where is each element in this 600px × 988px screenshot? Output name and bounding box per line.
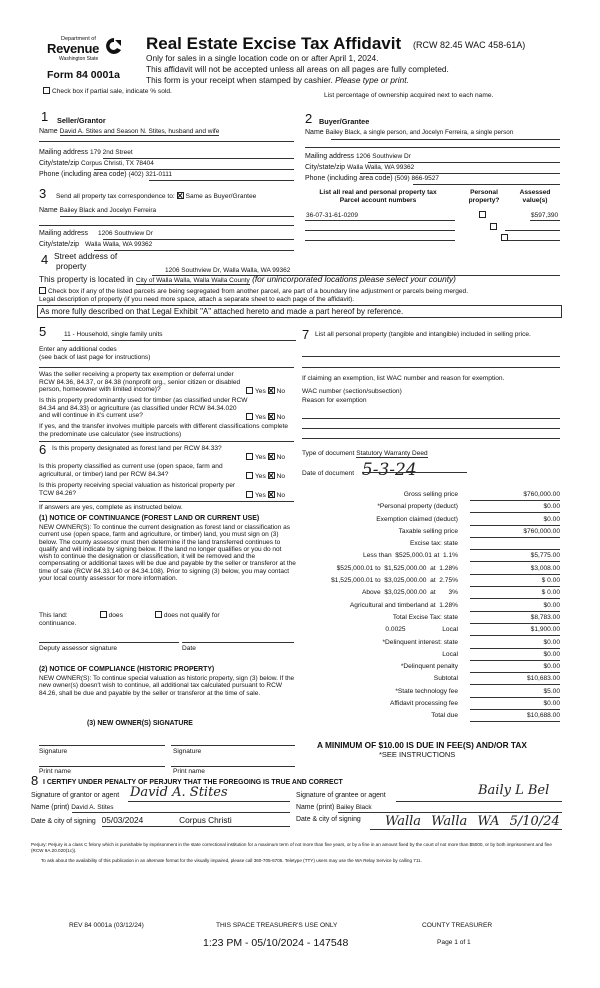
partial-sale: Check box if partial sale, indicate % sold. <box>43 87 172 96</box>
tax-corr-row: Send all property tax correspondence to: Same as Buyer/Grantee <box>56 193 257 200</box>
fee-label: *Personal property (deduct) <box>377 503 458 511</box>
seller-phone-row: Phone (including area code) (402) 321-0111 <box>39 171 173 178</box>
print-label-2: Print name <box>173 768 205 775</box>
minimum-due: A MINIMUM OF $10.00 IS DUE IN FEE(S) AND/OR TAX <box>317 740 527 750</box>
grantor-city-field[interactable]: Corpus Christi <box>179 815 232 825</box>
sec1-num: 1 <box>41 109 49 124</box>
location-row: This property is located in City of Walla Walla, Walla Walla County (for unincorporated locations please select your county) <box>39 274 456 284</box>
fee-value[interactable]: $0.00 <box>470 663 560 673</box>
page-number: Page 1 of 1 <box>437 939 471 946</box>
fee-label: *State technology fee <box>395 687 458 695</box>
fee-label: Taxable selling price <box>398 527 458 535</box>
tax-mail-row: Mailing address 1206 Southview Dr <box>39 230 153 237</box>
grantor-signature[interactable]: David A. Stites <box>130 785 228 800</box>
grantee-date-field[interactable]: Walla Walla WA 5/10/24 <box>385 814 560 829</box>
fee-label: Gross selling price <box>403 491 458 498</box>
fee-row <box>300 576 562 588</box>
grantee-print-row: Name (print) Bailey Black <box>296 804 372 811</box>
grantee-signature[interactable]: Baily L Bel <box>478 783 550 798</box>
fee-row <box>300 662 562 674</box>
fee-row <box>300 601 562 613</box>
sec5-num: 5 <box>39 324 47 339</box>
certify: I CERTIFY UNDER PENALTY OF PERJURY THAT THE FOREGOING IS TRUE AND CORRECT <box>43 779 343 786</box>
grantee-sig-row: Signature of grantee or agent <box>296 792 386 799</box>
buyer-name-row: Name Bailey Black, a single person, and Jocelyn Ferreira, a single person <box>305 129 514 136</box>
logo-state: Washington State <box>59 56 99 62</box>
q-forest: Is this property designated as forest land per RCW 84.33? <box>52 445 222 452</box>
county-treasurer: COUNTY TREASURER <box>422 922 493 929</box>
grantee-date-row: Date & city of signing <box>296 816 361 823</box>
buyer-city-field[interactable]: Walla Walla, WA 99362 <box>347 164 415 171</box>
buyer-name-field[interactable]: Bailey Black, a single person, and Jocelyn Ferreira, a single person <box>325 129 514 136</box>
legal-label: Legal description of property (if you need more space, attach a separate sheet to each page of the affidavit). <box>39 296 355 303</box>
wac-label: WAC number (section/subsection) <box>302 388 402 395</box>
grantor-sig-row: Signature of grantor or agent <box>31 792 120 799</box>
reason-label: Reason for exemption <box>302 397 367 404</box>
fee-label: Agricultural and timberland at 1.28% <box>349 601 458 609</box>
doc-date-row: Date of document 5-3-24 <box>302 460 417 480</box>
buyer-phone-field[interactable]: (509) 866-9527 <box>394 175 439 182</box>
fee-value[interactable]: $0.00 <box>470 700 560 710</box>
q-historic-yn: Yes No <box>246 491 285 500</box>
fee-row <box>300 539 562 551</box>
new-owner-sig-heading: (3) NEW OWNER(S) SIGNATURE <box>87 720 193 727</box>
grantor-print-row: Name (print) David A. Stites <box>31 804 114 811</box>
tax-name-row: Name Bailey Black and Jocelyn Ferreira <box>39 207 157 214</box>
parcel-header-1: List all real and personal property tax Parcel account numbers <box>319 189 437 204</box>
buyer-phone-row: Phone (including area code) (509) 866-9527 <box>305 175 439 182</box>
fee-value[interactable]: $5.00 <box>470 688 560 698</box>
fee-label: Above $3,025,000.00 at 3% <box>361 589 458 597</box>
fee-row <box>300 502 562 514</box>
header-note-1: Only for sales in a single location code on or after April 1, 2024. <box>146 53 379 63</box>
parcel-account[interactable]: 36-07-31-61-0209 <box>306 212 359 219</box>
does-not-checkbox[interactable] <box>155 611 162 618</box>
logo-revenue: Revenue <box>47 41 100 56</box>
rev-number: REV 84 0001a (03/12/24) <box>69 922 144 929</box>
fee-label: Excise tax: state <box>409 540 458 548</box>
does-checkbox[interactable] <box>100 611 107 618</box>
fee-value[interactable] <box>470 540 560 550</box>
q-current-use: Is this property classified as current use (open space, farm and agricultural, or timber) land per RCW 84.34? <box>39 463 223 478</box>
fee-label: *Delinquent interest: state <box>382 638 458 646</box>
fee-value[interactable]: $10,683.00 <box>470 675 560 685</box>
buyer-mail-field[interactable]: 1206 Southview Dr <box>355 153 411 160</box>
fee-value[interactable]: $0.00 <box>470 503 560 513</box>
timber-no-checkbox[interactable] <box>268 413 275 420</box>
fee-value[interactable]: $0.00 <box>470 602 560 612</box>
header-note-3: This form is your receipt when stamped by cashier. Please type or print. <box>146 75 409 85</box>
fee-label: $525,000.01 to $1,525,000.00 at 1.28% <box>336 564 458 572</box>
fee-row <box>300 638 562 650</box>
notice1-heading: (1) NOTICE OF CONTINUANCE (FOREST LAND OR CURRENT USE) <box>39 515 260 522</box>
fee-value[interactable]: $0.00 <box>470 651 560 661</box>
grantor-date-row: Date & city of signing 05/03/2024 Corpus Christi <box>31 815 232 825</box>
exemption-yes-checkbox[interactable] <box>246 387 253 394</box>
tax-mail-field[interactable]: 1206 Southview Dr <box>97 230 153 237</box>
historic-no-checkbox[interactable] <box>268 491 275 498</box>
fee-value[interactable]: $10,688.00 <box>470 712 560 722</box>
partial-sale-checkbox[interactable] <box>43 87 50 94</box>
fee-value[interactable]: $ 0.00 <box>470 577 560 587</box>
sec7-num: 7 <box>302 327 310 342</box>
fee-label: Subtotal <box>433 675 458 683</box>
seller-mail-row: Mailing address 179 2nd Street <box>39 149 133 156</box>
fee-label: $1,525,000.01 to $3,025,000.00 at 2.75% <box>331 577 458 585</box>
fee-label: *Delinquent penalty <box>400 663 458 671</box>
fee-value[interactable]: $760,000.00 <box>470 528 560 538</box>
historic-yes-checkbox[interactable] <box>246 491 253 498</box>
exemption-no-checkbox[interactable] <box>268 387 275 394</box>
sec1-heading: Seller/Grantor <box>57 116 106 125</box>
sig-label-2: Signature <box>173 748 202 755</box>
sec3-num: 3 <box>39 186 47 201</box>
tax-name-field[interactable]: Bailey Black and Jocelyn Ferreira <box>59 207 157 214</box>
fee-value[interactable]: $5,775.00 <box>470 552 560 562</box>
buyer-city-row: City/state/zip Walla Walla, WA 99362 <box>305 164 415 171</box>
grantee-print-field[interactable]: Bailey Black <box>336 804 372 811</box>
q-exemption-yn: Yes No <box>246 387 285 396</box>
q-current-use-yn: Yes No <box>246 472 285 481</box>
header-note-2: This affidavit will not be accepted unless all areas on all pages are fully completed. <box>146 64 449 74</box>
grantor-date-field[interactable]: 05/03/2024 <box>101 815 144 825</box>
additional-codes: Enter any additional codes (see back of last page for instructions) <box>39 346 151 361</box>
doc-type-field[interactable]: Statutory Warranty Deed <box>356 450 428 457</box>
fee-row <box>300 699 562 711</box>
q-timber: Is this property predominantly used for timber (as classified under RCW 84.34 and 84.33) or agriculture (as classified under RCW 84.34.020 and will continue in it's current use? <box>39 397 248 420</box>
fee-value[interactable]: $760,000.00 <box>470 491 560 501</box>
q-multi: If yes, and the transfer involves multiple parcels with different classifications complete the predominate use calculator (see instructions) <box>39 423 289 438</box>
personal-prop-checkbox-2[interactable] <box>490 223 497 230</box>
treasurer-stamp: 1:23 PM - 05/10/2024 - 147548 <box>203 937 349 949</box>
print-label-1: Print name <box>39 768 71 775</box>
same-as-buyer-checkbox[interactable] <box>177 192 184 199</box>
buyer-mail-row: Mailing address 1206 Southview Dr <box>305 153 411 160</box>
sec4-num: 4 <box>41 252 49 267</box>
seller-city-field[interactable]: Corpus Christi, TX 78404 <box>81 160 154 167</box>
fee-value[interactable]: $3,008.00 <box>470 565 560 575</box>
sec6-num: 6 <box>39 442 47 457</box>
segregation-row: Check box if any of the listed parcels are being segregated from another parcel, are part of a boundary line adjustment or parcels being merged. <box>39 287 564 296</box>
fee-row <box>300 674 562 686</box>
segregation-checkbox[interactable] <box>39 287 46 294</box>
notice2-text: NEW OWNER(S): To continue special valuation as historic property, sign (3) below. If the new owner(s) doesn't wish to continue, all additional tax calculated pursuant to RCW 84.26, shall be due and payable by the seller or transferor at the time of sale. <box>39 675 295 697</box>
form-title: Real Estate Excise Tax Affidavit <box>146 34 402 53</box>
access-note: To ask about the availability of this publication in an alternate format for the visually impaired, please call 360-705-6705. Teletype (TTY) users may use the WA Relay Service by calling 711. <box>41 858 422 863</box>
sec2-heading: Buyer/Grantee <box>319 117 370 126</box>
parcel-header-3: Assessed value(s) <box>519 189 551 204</box>
fee-value[interactable]: $ 0.00 <box>470 589 560 599</box>
fee-row <box>300 687 562 699</box>
fee-row <box>300 490 562 502</box>
q-exemption: Was the seller receiving a property tax exemption or deferral under RCW 84.36, 84.37, or 84.38 (nonprofit org., senior citizen or disabled person, homeowner with limited income)? <box>39 371 241 394</box>
fee-label: Affidavit processing fee <box>389 700 458 708</box>
current-use-yes-checkbox[interactable] <box>246 472 253 479</box>
personal-prop-checkbox-1[interactable] <box>479 211 486 218</box>
fee-row <box>300 515 562 527</box>
fee-row <box>300 711 562 723</box>
exempt-label: If claiming an exemption, list WAC number and reason for exemption. <box>302 375 505 382</box>
legal-description[interactable]: As more fully described on that Legal Exhibit "A" attached hereto and made a part hereof by reference. <box>37 305 562 318</box>
fee-row <box>300 650 562 662</box>
fee-value[interactable]: $1,900.00 <box>470 626 560 636</box>
notice1-text: NEW OWNER(S): To continue the current designation as forest land or classification as current use (open space, farm and agriculture, or timber) land, you must sign on (3) below. The county assessor must then determine if the land transferred continues to qualify and will indicate by signing below. If the land no longer qualifies or you do not wish to continue the designation or classification, it will be removed and the compensating or additional taxes will be due and payable by the seller or transferor at the time of sale (RCW 84.33.140 or 84.34.108). Prior to signing (3) below, you may contact your local county assessor for more information. <box>39 524 296 582</box>
fee-label: Less than $525,000.01 at 1.1% <box>363 552 458 560</box>
see-instructions: *SEE INSTRUCTIONS <box>379 750 456 759</box>
parcel-value[interactable]: $597,390 <box>531 212 559 219</box>
q-timber-yn: Yes No <box>246 413 285 422</box>
perjury-note: Perjury: Perjury is a class C felony which is punishable by imprisonment in the state correctional institution for a maximum term of not more than five years, or by a fine in an amount fixed by the court of not more than $5000, or by both imprisonment and fine (RCW 9A.20.020(1c)). <box>31 842 552 853</box>
fee-label: Local <box>442 650 458 658</box>
doc-type-row: Type of document Statutory Warranty Deed <box>302 450 428 457</box>
fee-value[interactable]: $0.00 <box>470 639 560 649</box>
fee-row <box>300 564 562 576</box>
fee-row <box>300 613 562 625</box>
parcel-header-2: Personal property? <box>468 189 500 204</box>
timber-yes-checkbox[interactable] <box>246 413 253 420</box>
pct-note: List percentage of ownership acquired next to each name. <box>324 92 494 99</box>
doc-date-field[interactable]: 5-3-24 <box>361 460 417 480</box>
deputy-date-label: Date <box>182 645 196 652</box>
fee-value[interactable]: $0.00 <box>470 516 560 526</box>
sec2-num: 2 <box>305 111 313 126</box>
treasurer-use: THIS SPACE TREASURER'S USE ONLY <box>216 922 338 929</box>
form-number: Form 84 0001a <box>47 69 120 81</box>
tax-city-row: City/state/zip Walla Walla, WA 99362 <box>39 241 153 248</box>
if-yes: If answers are yes, complete as instructed below. <box>39 504 183 511</box>
seller-mail-field[interactable]: 179 2nd Street <box>89 149 133 156</box>
fee-row <box>300 625 562 637</box>
fee-value[interactable]: $8,783.00 <box>470 614 560 624</box>
forest-yes-checkbox[interactable] <box>246 453 253 460</box>
personal-prop-checkbox-3[interactable] <box>501 234 508 241</box>
fee-label: Total Excise Tax: state <box>392 613 458 621</box>
wa-logo-icon <box>105 36 123 58</box>
fee-label: Total due <box>431 712 458 720</box>
this-land-row: This land: does does not qualify for continuance. <box>39 612 220 627</box>
location-field[interactable]: City of Walla Walla, Walla Walla County <box>135 277 250 284</box>
q-forest-yn: Yes No <box>246 453 285 462</box>
notice2-heading: (2) NOTICE OF COMPLIANCE (HISTORIC PROPERTY) <box>39 666 215 673</box>
fee-label: Exemption claimed (deduct) <box>376 515 458 523</box>
current-use-no-checkbox[interactable] <box>268 472 275 479</box>
street-label: Street address of property <box>54 251 118 271</box>
use-code-field[interactable]: 11 - Household, single family units <box>64 331 163 338</box>
fee-label: 0.0025 Local <box>385 626 458 634</box>
fee-row <box>300 588 562 600</box>
tax-city-field[interactable]: Walla Walla, WA 99362 <box>85 241 153 248</box>
seller-name-row: Name David A. Stites and Season N. Stites, husband and wife <box>39 128 220 135</box>
logo-dept: Department of <box>61 36 96 42</box>
form-rcw: (RCW 82.45 WAC 458-61A) <box>413 40 526 50</box>
seller-city-row: City/state/zip Corpus Christi, TX 78404 <box>39 160 154 167</box>
personal-prop-label: List all personal property (tangible and intangible) included in selling price. <box>315 331 531 338</box>
fee-table <box>300 490 562 724</box>
sec8-num: 8 <box>31 773 39 788</box>
fee-row <box>300 551 562 563</box>
fee-row <box>300 527 562 539</box>
seller-name-field[interactable]: David A. Stites and Season N. Stites, husband and wife <box>59 128 220 135</box>
grantor-print-field[interactable]: David A. Stites <box>71 804 114 811</box>
forest-no-checkbox[interactable] <box>268 453 275 460</box>
street-field[interactable]: 1206 Southview Dr, Walla Walla, WA 99362 <box>165 267 291 274</box>
q-historic: Is this property receiving special valuation as historical property per TCW 84.26? <box>39 482 236 497</box>
deputy-sig-label: Deputy assessor signature <box>39 645 118 652</box>
sig-label-1: Signature <box>39 748 68 755</box>
seller-phone-field[interactable]: (402) 321-0111 <box>128 171 173 178</box>
